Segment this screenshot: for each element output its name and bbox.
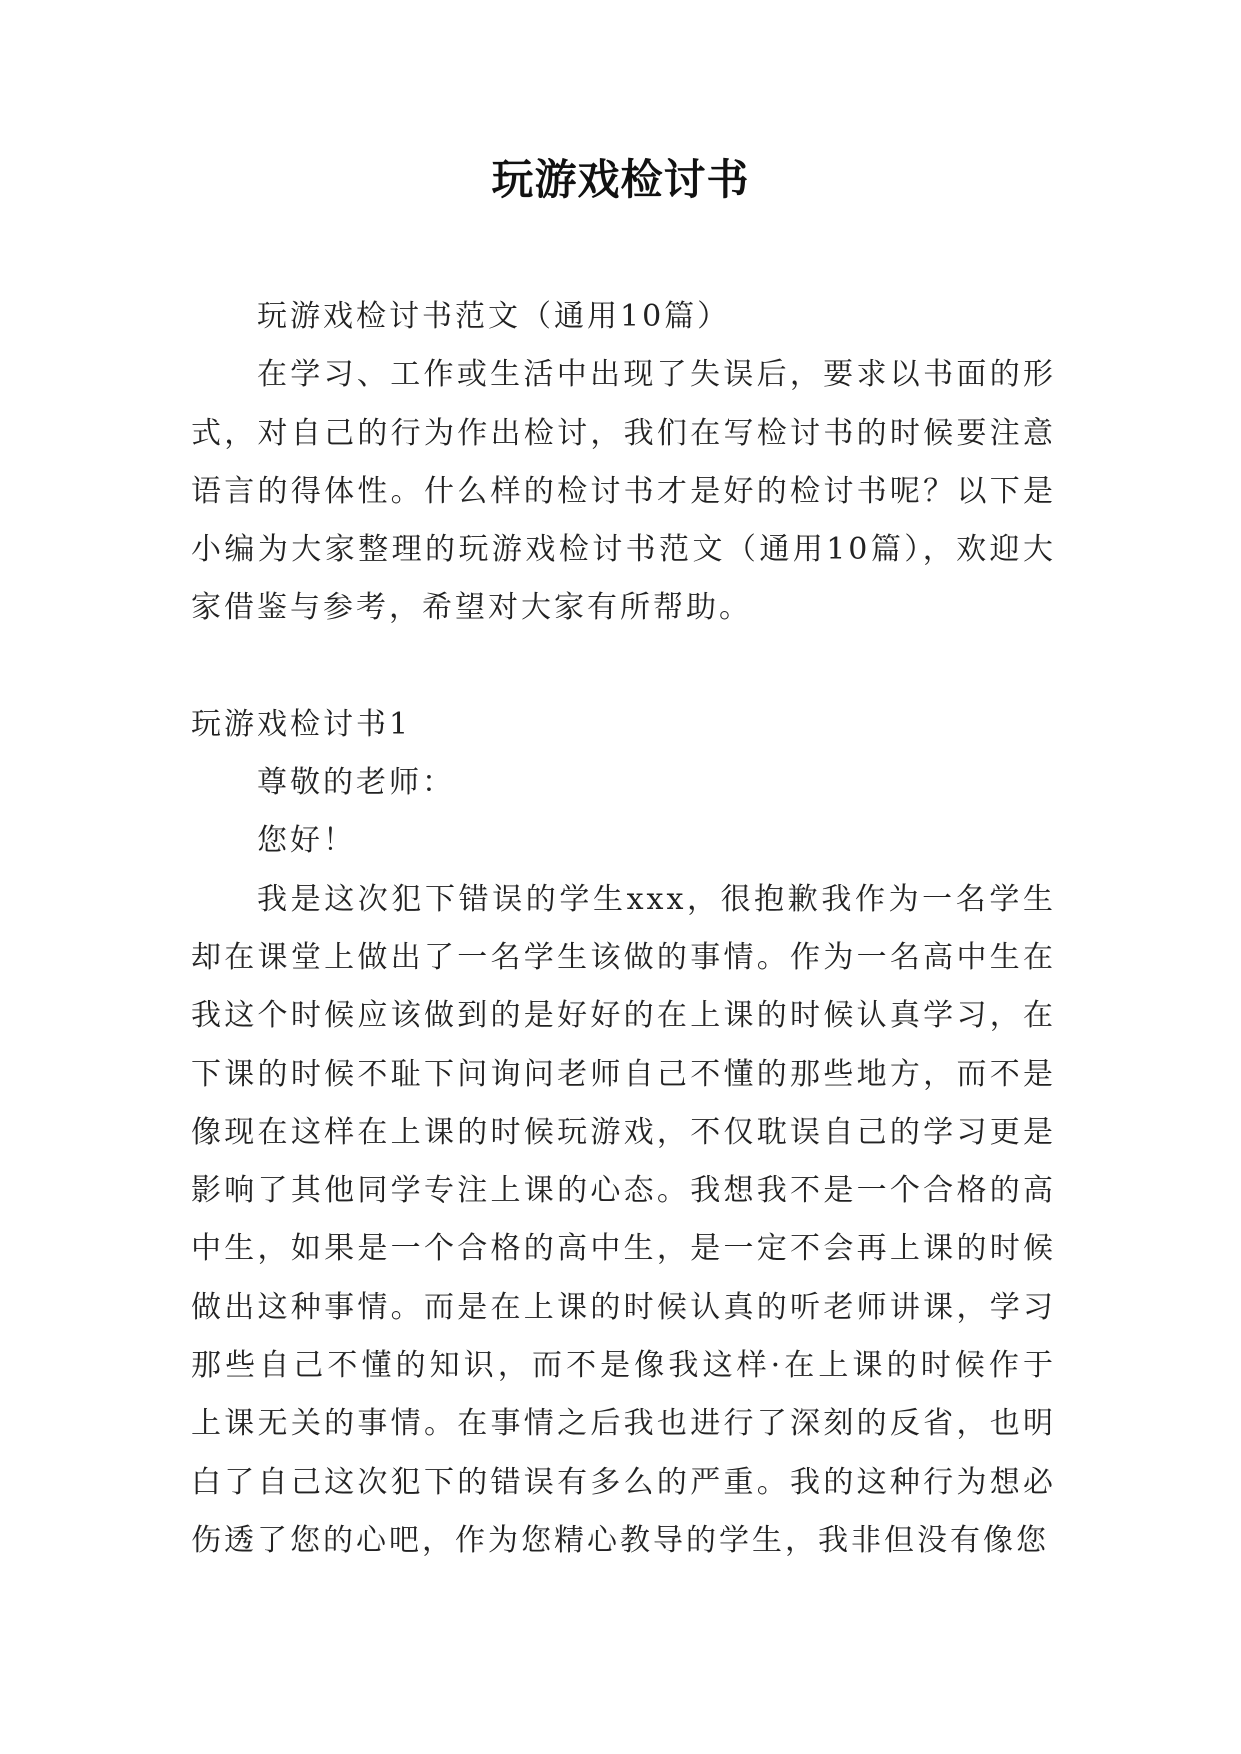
letter-salutation: 尊敬的老师： <box>257 765 455 801</box>
document-body <box>191 288 1056 1570</box>
document-title: 玩游戏检讨书 <box>491 155 750 204</box>
paragraph-spacer <box>191 638 1056 696</box>
document-subtitle: 玩游戏检讨书范文（通用10篇） <box>257 299 731 334</box>
section-heading: 玩游戏检讨书1 <box>191 706 412 742</box>
letter-body-paragraph: 我是这次犯下错误的学生xxx，很抱歉我作为一名学生却在课堂上做出了一名学生该做的事情。作为一名高中生在我这个时候应该做到的是好好的在上课的时候认真学习，在下课的时候不耻下问询问老师自己不懂的那些地方，而不是像现在这样在上课的时候玩游戏，不仅耽误自己的学习更是影响了其他同学专注上课的心态。我想我不是一个合格的高中生，如果是一个合格的高中生，是一定不会再上课的时候做出这种事情。而是在上课的时候认真的听老师讲课，学习那些自己不懂的知识，而不是像我这样·在上课的时候作于上课无关的事情。在事情之后我也进行了深刻的反省，也明白了自己这次犯下的错误有多么的严重。我的这种行为想必伤透了您的心吧，作为您精心教导的学生，我非但没有像您 <box>191 881 1056 1558</box>
intro-paragraph: 在学习、工作或生活中出现了失误后，要求以书面的形式，对自己的行为作出检讨，我们在写检讨书的时候要注意语言的得体性。什么样的检讨书才是好的检讨书呢？以下是小编为大家整理的玩游戏检讨书范文（通用10篇），欢迎大家借鉴与参考，希望对大家有所帮助。 <box>191 357 1056 626</box>
letter-greeting: 您好！ <box>257 823 356 859</box>
